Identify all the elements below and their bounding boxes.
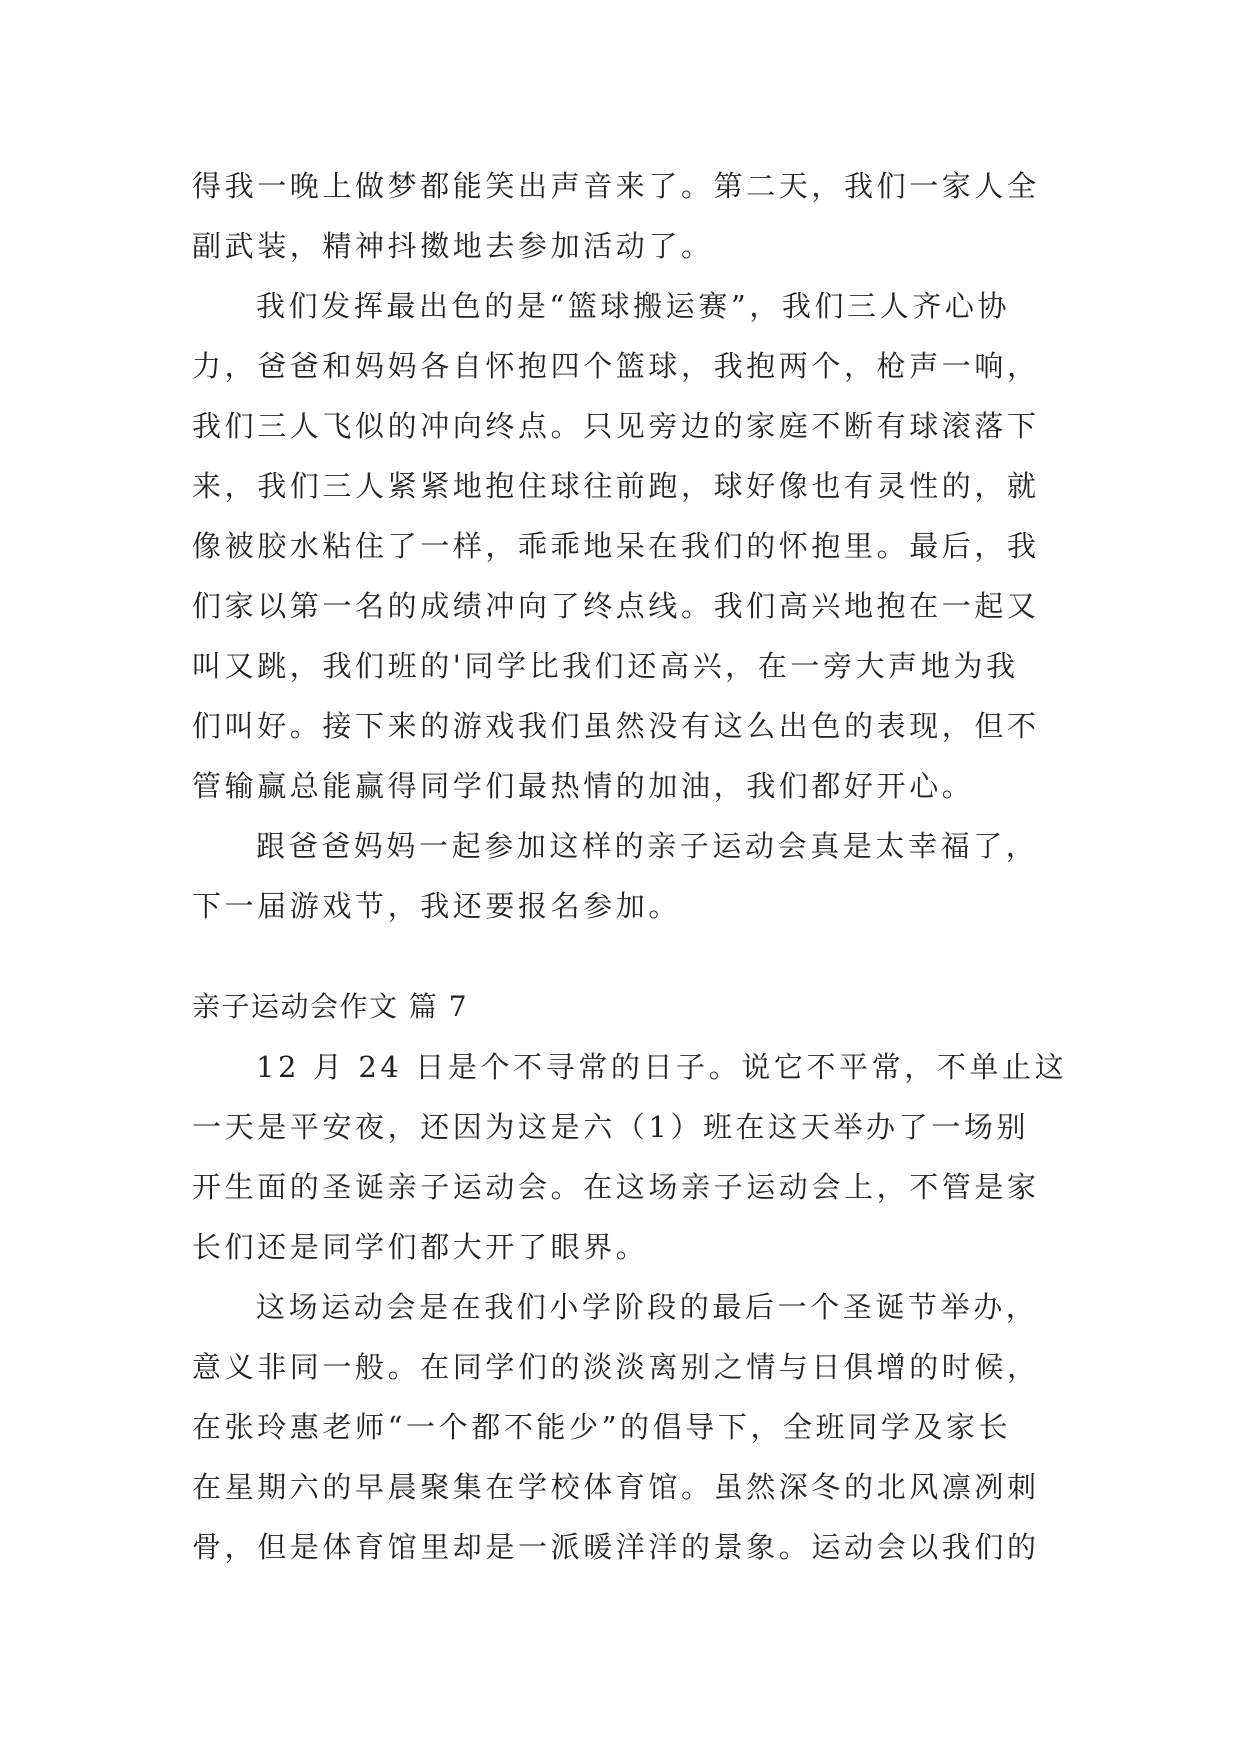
text-line-16: 一天是平安夜，还因为这是六（1）班在这天举办了一场别	[192, 1110, 1030, 1144]
text-line-22: 在星期六的早晨聚集在学校体育馆。虽然深冬的北风凛冽刺	[192, 1470, 1040, 1504]
paragraph-start-line: 12 月 24 日是个不寻常的日子。说它不平常，不单止这	[256, 1050, 1068, 1084]
text-line-9: 叫又跳，我们班的'同学比我们还高兴，在一旁大声地为我	[192, 649, 1019, 683]
text-line-6: 来，我们三人紧紧地抱住球往前跑，球好像也有灵性的，就	[192, 469, 1040, 503]
text-line-21: 在张玲惠老师“一个都不能少”的倡导下，全班同学及家长	[192, 1410, 1012, 1444]
text-line-5: 我们三人飞似的冲向终点。只见旁边的家庭不断有球滚落下	[192, 409, 1040, 443]
text-line-17: 开生面的圣诞亲子运动会。在这场亲子运动会上，不管是家	[192, 1170, 1040, 1204]
text-line-7: 像被胶水粘住了一样，乖乖地呆在我们的怀抱里。最后，我	[192, 529, 1040, 563]
text-line-13: 下一届游戏节，我还要报名参加。	[192, 889, 682, 923]
section-heading: 亲子运动会作文 篇 7	[192, 990, 469, 1023]
text-line-2: 副武装，精神抖擞地去参加活动了。	[192, 229, 714, 263]
text-line-23: 骨，但是体育馆里却是一派暖洋洋的景象。运动会以我们的	[192, 1530, 1040, 1564]
text-line-10: 们叫好。接下来的游戏我们虽然没有这么出色的表现，但不	[192, 709, 1040, 743]
text-line-8: 们家以第一名的成绩冲向了终点线。我们高兴地抱在一起又	[192, 589, 1040, 623]
paragraph-start-line: 跟爸爸妈妈一起参加这样的亲子运动会真是太幸福了，	[256, 829, 1039, 863]
text-line-4: 力，爸爸和妈妈各自怀抱四个篮球，我抱两个，枪声一响，	[192, 349, 1040, 383]
text-line-11: 管输赢总能赢得同学们最热情的加油，我们都好开心。	[192, 769, 975, 803]
text-line-20: 意义非同一般。在同学们的淡淡离别之情与日俱增的时候，	[192, 1350, 1040, 1384]
paragraph-start-line: 这场运动会是在我们小学阶段的最后一个圣诞节举办，	[256, 1290, 1039, 1324]
paragraph-start-line: 我们发挥最出色的是“篮球搬运赛”，我们三人齐心协	[256, 289, 1011, 323]
text-line-1: 得我一晚上做梦都能笑出声音来了。第二天，我们一家人全	[192, 169, 1040, 203]
text-line-18: 长们还是同学们都大开了眼界。	[192, 1230, 649, 1264]
